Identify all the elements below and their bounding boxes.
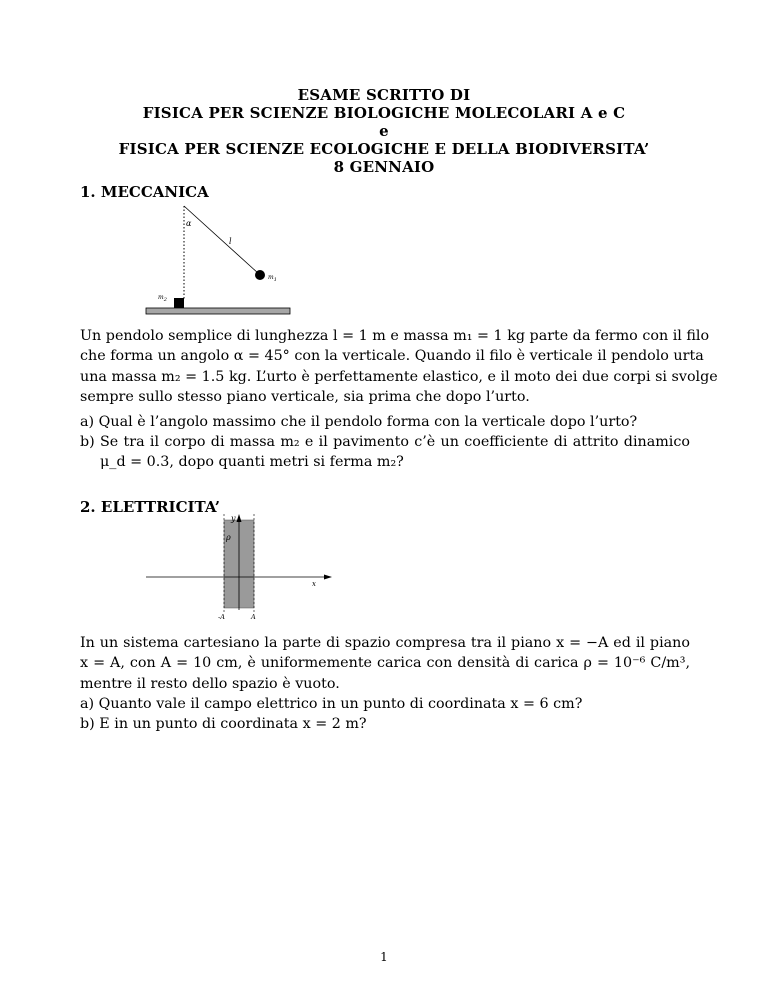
problem2-text	[80, 633, 690, 694]
exam-title-line1: ESAME SCRITTO DI	[297, 86, 471, 104]
page-number: 1	[380, 950, 388, 964]
rho-label: ρ	[226, 533, 231, 542]
m2-label: $m_2$	[158, 294, 167, 303]
pendulum-string	[184, 206, 259, 274]
question-2b: b) E in un punto di coordinata x = 2 m?	[80, 716, 367, 732]
pendulum-figure	[140, 200, 300, 320]
x-axis-arrow	[324, 575, 332, 580]
problem1-line: una massa m₂ = 1.5 kg. L’urto è perfettamente elastico, e il moto dei due corpi si svolge	[80, 368, 718, 385]
m1-label: $m_1$	[268, 274, 277, 283]
floor	[146, 308, 290, 314]
question-2a: a) Quanto vale il campo elettrico in un punto di coordinata x = 6 cm?	[80, 696, 583, 712]
question-1b: b) Se tra il corpo di massa m₂ e il pavimento c’è un coefficiente di attrito dinamico	[80, 434, 690, 450]
problem2-line: In un sistema cartesiano la parte di spazio compresa tra il piano x = −A ed il piano	[80, 635, 690, 651]
exam-title-line2: FISICA PER SCIENZE BIOLOGICHE MOLECOLARI A e C	[142, 104, 626, 122]
minus-a-label: -A	[218, 613, 225, 621]
x-axis-label: x	[312, 580, 316, 588]
charged-slab-figure	[140, 510, 340, 626]
length-label: l	[229, 237, 232, 246]
y-axis-arrow	[237, 514, 242, 522]
question-1a: a) Qual è l’angolo massimo che il pendolo forma con la verticale dopo l’urto?	[80, 414, 638, 430]
y-axis-label: y	[231, 514, 236, 523]
section-title-meccanica: 1. MECCANICA	[80, 183, 209, 201]
block-m2	[174, 298, 184, 308]
problem1-text	[80, 326, 718, 408]
a-label: A	[251, 613, 256, 621]
problem2-line: x = A, con A = 10 cm, è uniformemente carica con densità di carica ρ = 10⁻⁶ C/m³,	[80, 655, 690, 672]
exam-title-line4: FISICA PER SCIENZE ECOLOGICHE E DELLA BIODIVERSITA’	[118, 140, 650, 158]
problem1-line: che forma un angolo α = 45° con la verticale. Quando il filo è verticale il pendolo urta	[80, 348, 704, 365]
exam-date: 8 GENNAIO	[333, 158, 435, 176]
section-title-elettricita: 2. ELETTRICITA’	[80, 498, 220, 516]
question-1b-cont: μ_d = 0.3, dopo quanti metri si ferma m₂?	[100, 454, 404, 470]
exam-title-line3: e	[379, 122, 389, 140]
pendulum-bob-m1	[255, 270, 265, 280]
problem1-line: sempre sullo stesso piano verticale, sia prima che dopo l’urto.	[80, 389, 530, 406]
problem2-line: mentre il resto dello spazio è vuoto.	[80, 675, 340, 692]
alpha-label: α	[186, 219, 192, 228]
problem1-line: Un pendolo semplice di lunghezza l = 1 m e massa m₁ = 1 kg parte da fermo con il filo	[80, 328, 710, 344]
